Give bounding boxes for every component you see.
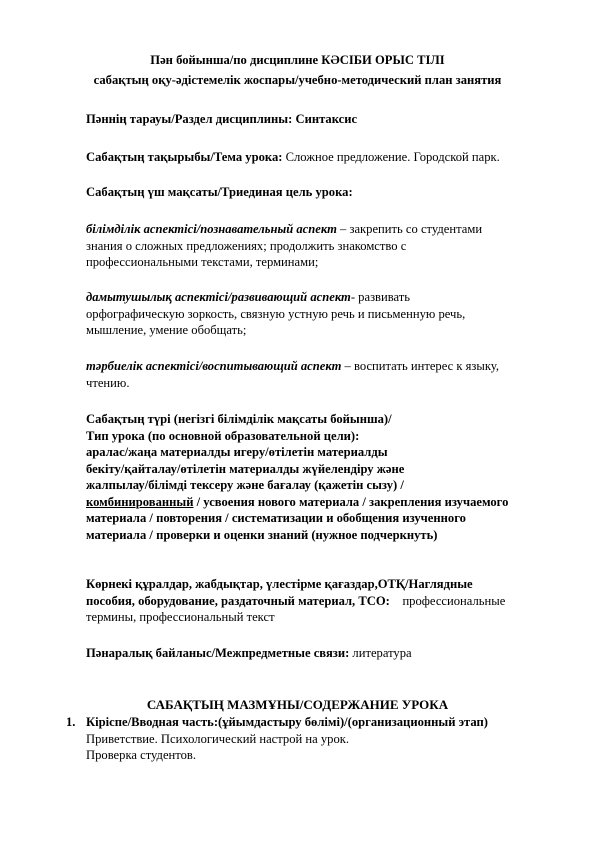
goal-title: Сабақтың үш мақсаты/Триединая цель урока: — [86, 185, 353, 199]
lesson-type-selected: комбинированный — [86, 494, 194, 509]
header-line-2: сабақтың оқу-әдістемелік жоспары/учебно-методический план занятия — [93, 73, 502, 87]
goal-educational-text-2: чтению. — [86, 375, 130, 390]
topic-row — [86, 149, 566, 166]
goal-developing-text-3: мышление, умение обобщать; — [86, 323, 247, 337]
links-value: литература — [352, 646, 412, 660]
intro-line-2: Приветствие. Психологический настрой на урок. — [86, 731, 350, 746]
intro-number: 1. — [66, 715, 76, 729]
lesson-type-line-5: жалпылау/білімді тексеру және бағалау (қажетін сызу) / — [86, 478, 404, 492]
goal-cognitive-text-2: знания о сложных предложениях; продолжить знакомство с — [86, 238, 407, 253]
goal-cognitive-label: білімділік аспектісі/познавательный аспект — [86, 222, 337, 236]
content-title: САБАҚТЫҢ МАЗМҰНЫ/СОДЕРЖАНИЕ УРОКА — [146, 697, 449, 712]
materials-line-3: термины, профессиональный текст — [86, 610, 275, 624]
goal-developing-text-1: - развивать — [350, 290, 411, 304]
lesson-type — [86, 411, 566, 543]
goal-developing-label: дамытушылық аспектісі/развивающий аспект — [86, 290, 351, 304]
goal-developing — [86, 289, 566, 339]
section-label: Пәннің тарауы/Раздел дисциплины: — [86, 112, 296, 126]
lesson-type-line-2: Тип урока (по основной образовательной цели): — [86, 428, 360, 443]
header-line-1: Пән бойынша/по дисциплине КӘСІБИ ОРЫС ТІЛІ — [150, 53, 445, 67]
topic-value: Сложное предложение. Городской парк. — [285, 150, 500, 164]
materials-line-1: Көрнекі құралдар, жабдықтар, үлестірме қағаздар,ОТҚ/Наглядные — [86, 577, 473, 591]
links-label: Пәнаралық байланыс/Межпредметные связи: — [86, 646, 353, 660]
lesson-type-line-6: / усвоения нового материала / закрепления изучаемого — [193, 494, 509, 509]
materials-line-2-value: профессиональные — [389, 593, 506, 608]
goal-cognitive-text-3: профессиональными текстами, терминами; — [86, 255, 319, 269]
lesson-type-line-4: бекіту/қайталау/өтілетін материалды жүйелендіру және — [86, 461, 405, 476]
lesson-type-line-7: материала / повторения / систематизации и обобщения изученного — [86, 511, 466, 525]
materials-line-2-label: пособия, оборудование, раздаточный материал, ТСО: — [86, 593, 390, 608]
goal-cognitive — [86, 221, 566, 271]
section-row — [86, 111, 566, 128]
goal-educational-label: тәрбиелік аспектісі/воспитывающий аспект — [86, 359, 342, 373]
materials — [86, 576, 566, 626]
lesson-type-line-1: Сабақтың түрі (негізгі білімділік мақсаты бойынша)/ — [86, 412, 392, 426]
intro-title: Кіріспе/Вводная часть:(ұйымдастыру бөлімі)/(организационный этап) — [86, 715, 488, 729]
links-row — [86, 645, 566, 662]
intro-section — [86, 714, 566, 764]
topic-label: Сабақтың тақырыбы/Тема урока: — [86, 150, 286, 164]
goal-educational — [86, 358, 566, 391]
section-value: Синтаксис — [295, 112, 358, 126]
lesson-type-line-8: материала / проверки и оценки знаний (нужное подчеркнуть) — [86, 527, 438, 542]
lesson-type-line-3: аралас/жаңа материалды игеру/өтілетін материалды — [86, 445, 388, 459]
goal-developing-text-2: орфографическую зоркость, связную устную речь и письменную речь, — [86, 306, 466, 321]
goal-educational-text-1: – воспитать интерес к языку, — [341, 359, 499, 373]
goal-cognitive-text-1: – закрепить со студентами — [336, 222, 483, 236]
intro-line-3: Проверка студентов. — [86, 748, 197, 762]
